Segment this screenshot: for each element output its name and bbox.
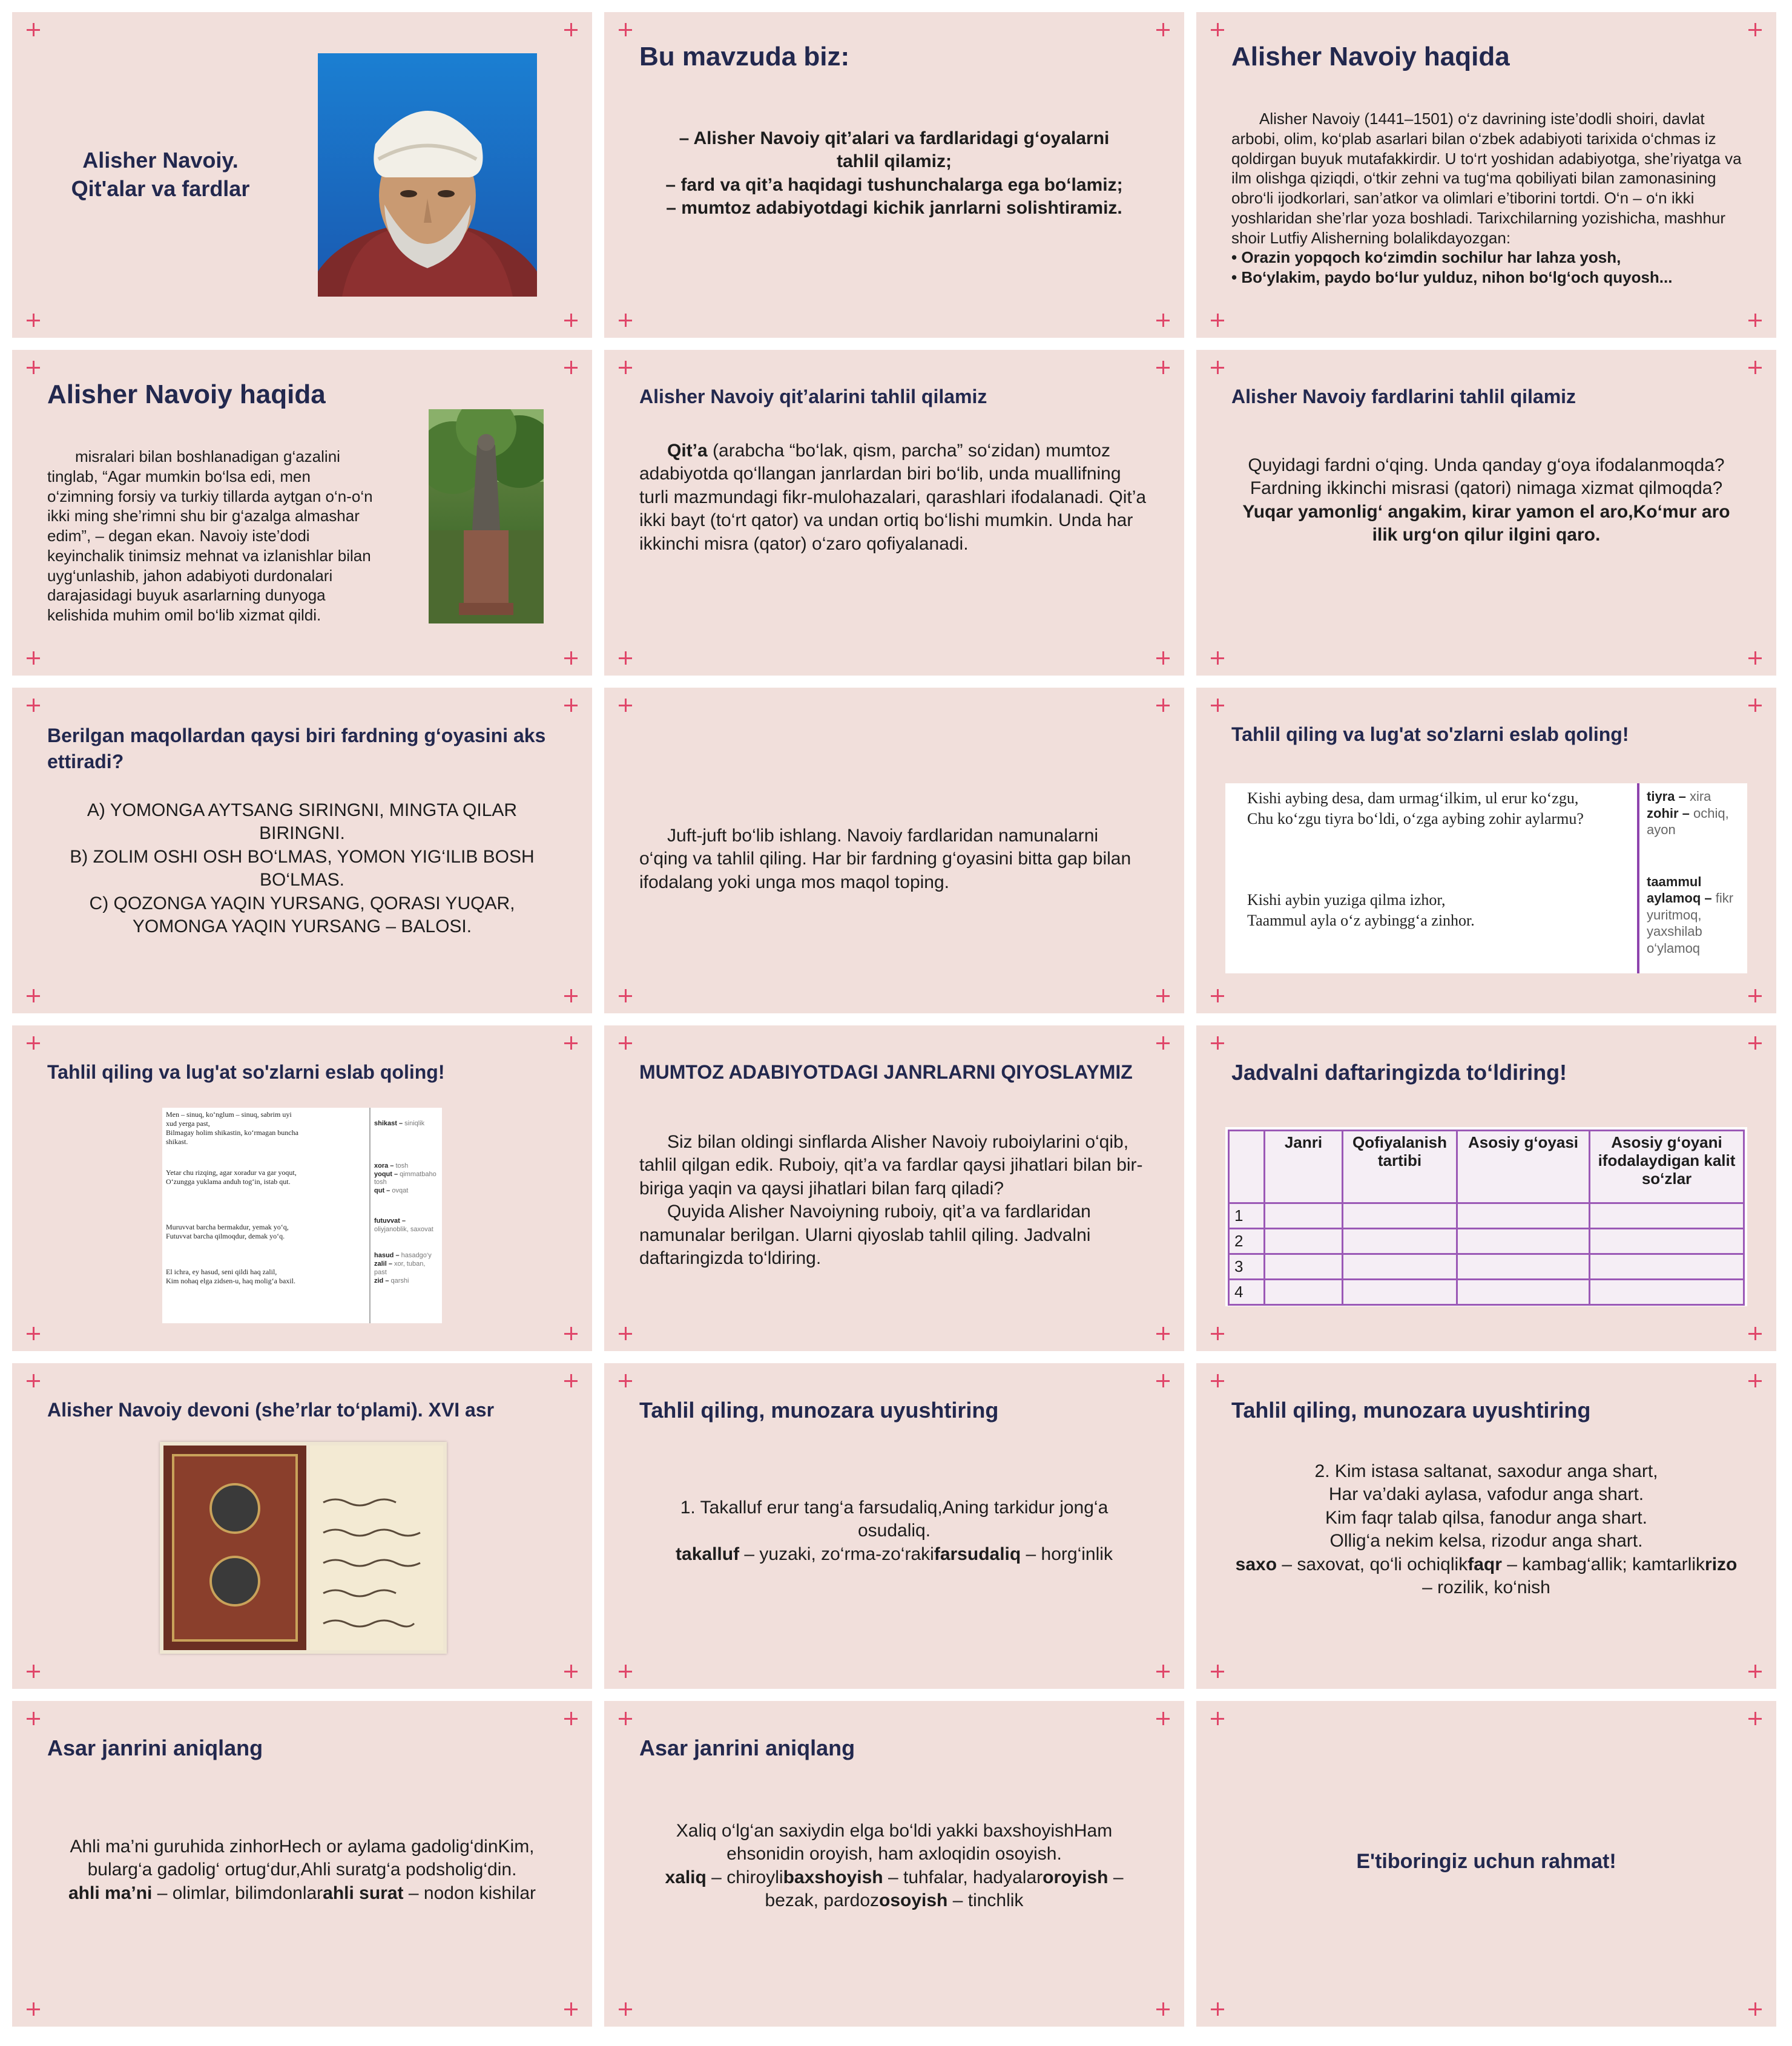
slide-14[interactable] — [604, 1363, 1184, 1689]
table-cell[interactable] — [1457, 1203, 1590, 1229]
slide-title: Alisher Navoiy haqida — [1231, 42, 1510, 71]
plus-icon — [619, 361, 632, 374]
table-cell[interactable] — [1590, 1254, 1744, 1280]
plus-icon — [1156, 1712, 1170, 1725]
table-header: Asosiy g‘oyasi — [1457, 1131, 1590, 1203]
plus-icon — [1156, 23, 1170, 36]
slide-title: Tahlil qiling va lug'at so'zlarni eslab qoling! — [1231, 723, 1629, 745]
portrait-image — [318, 53, 537, 297]
row-number: 3 — [1229, 1254, 1265, 1280]
plus-icon — [619, 1036, 632, 1050]
plus-icon — [1211, 989, 1224, 1002]
slide-2[interactable] — [604, 12, 1184, 338]
plus-icon — [619, 699, 632, 712]
glossary-entry: qut – ovqat — [374, 1187, 409, 1194]
table-cell[interactable] — [1265, 1203, 1343, 1229]
plus-icon — [1748, 1665, 1762, 1678]
comparison-table — [1228, 1130, 1745, 1306]
plus-icon — [564, 314, 578, 327]
plus-icon — [564, 1665, 578, 1678]
plus-icon — [619, 1374, 632, 1387]
table-header — [1229, 1131, 1265, 1203]
plus-icon — [1211, 314, 1224, 327]
slide-5[interactable] — [604, 350, 1184, 676]
plus-icon — [1156, 699, 1170, 712]
verse-block — [48, 1835, 556, 1905]
slide-title: Alisher Navoiy haqida — [47, 380, 326, 409]
plus-icon — [564, 1712, 578, 1725]
slide-title: Tahlil qiling, munozara uyushtiring — [1231, 1398, 1591, 1423]
plus-icon — [1211, 2002, 1224, 2016]
poem-card — [1225, 783, 1747, 973]
statue-illustration — [429, 409, 544, 623]
plus-icon — [27, 699, 40, 712]
paragraph: Quyida Alisher Navoiyning ruboiy, qit’a va fardlaridan namunalar berilgan. Ularni qiyoslab tahlil qiling. Jadvalni daftaringizda to‘ldiring. — [639, 1202, 1091, 1268]
poem-3: Muruvvat barcha bermakdur, yemak yo‘q, Futuvvat barcha qilmoqdur, demak yo‘q. — [166, 1223, 289, 1240]
plus-icon — [1211, 699, 1224, 712]
plus-icon — [1211, 1327, 1224, 1340]
table-cell[interactable] — [1343, 1203, 1457, 1229]
plus-icon — [27, 314, 40, 327]
row-number: 2 — [1229, 1229, 1265, 1254]
fard-question — [1233, 454, 1740, 547]
manuscript-image — [160, 1442, 447, 1654]
table-row — [1229, 1280, 1744, 1305]
biography-paragraph: Alisher Navoiy (1441–1501) o‘z davrining iste’dodli shoiri, davlat arbobi, olim, ko‘plab asarlari bilan o‘zbek adabiyoti tarixida o‘chmas iz qoldirgan buyuk mutafakkirdir. U to‘rt yoshidan adabiyotga, she’riyatga va ilm olishga qiziqdi, o‘tkir zehni va tug‘ma qobiliyati bilan zamonasining obro‘li ijodkorlari, san’atkor va olimlari e’tiborini tortdi. O‘n – o‘n ikki yoshlaridan she’rlar yoza boshladi. Tarixchilarning yozishicha, mashhur shoir Lutfiy Alisherning bolalikdayozgan: — [1231, 110, 1742, 247]
glossary-entry: hasud – hasadgo‘y — [374, 1252, 432, 1260]
plus-icon — [564, 699, 578, 712]
table-cell[interactable] — [1343, 1280, 1457, 1305]
plus-icon — [1748, 361, 1762, 374]
verse-text: Xaliq o‘lg‘an saxiydin elga bo‘ldi yakki baxshoyishHam ehsonidin oroyish, ham axloqidin osoyish. — [676, 1821, 1113, 1864]
table-cell[interactable] — [1265, 1229, 1343, 1254]
slide-12[interactable] — [1196, 1025, 1776, 1351]
plus-icon — [1156, 2002, 1170, 2016]
option-c[interactable]: C) QOZONGA YAQIN YURSANG, QORASI YUQAR, YOMONGA YAQIN YURSANG – BALOSI. — [89, 893, 515, 936]
glossary-entry: tiyra – xira — [1647, 789, 1711, 804]
plus-icon — [27, 651, 40, 665]
plus-icon — [1156, 989, 1170, 1002]
glossary-divider — [369, 1108, 371, 1323]
table-cell[interactable] — [1265, 1280, 1343, 1305]
table-cell[interactable] — [1343, 1229, 1457, 1254]
plus-icon — [564, 23, 578, 36]
plus-icon — [1748, 314, 1762, 327]
slide-10[interactable] — [12, 1025, 592, 1351]
plus-icon — [1211, 361, 1224, 374]
slide-9[interactable] — [1196, 688, 1776, 1013]
slide-title: Alisher Navoiy. Qit'alar va fardlar — [71, 148, 250, 201]
poem-card — [162, 1108, 442, 1323]
table-card — [1225, 1127, 1747, 1306]
plus-icon — [1748, 1327, 1762, 1340]
table-cell[interactable] — [1590, 1203, 1744, 1229]
fard-poem-1: Kishi aybing desa, dam urmag‘ilkim, ul erur ko‘zgu, Chu ko‘zgu tiyra bo‘ldi, o‘zga aybing zohir aylarmu? — [1247, 789, 1584, 827]
plus-icon — [564, 989, 578, 1002]
glossary-divider — [1637, 783, 1639, 973]
table-cell[interactable] — [1457, 1254, 1590, 1280]
slide-title: Asar janrini aniqlang — [47, 1735, 263, 1760]
table-row — [1229, 1229, 1744, 1254]
table-cell[interactable] — [1457, 1280, 1590, 1305]
slide-grid — [12, 12, 1776, 2027]
glossary-line: ahli ma’ni – olimlar, bilimdonlarahli surat – nodon kishilar — [68, 1883, 536, 1903]
question-text: Quyidagi fardni o‘qing. Unda qanday g‘oya ifodalanmoqda? Fardning ikkinchi misrasi (qatori) nimaga xizmat qilmoqda? — [1248, 455, 1725, 499]
glossary-entry: zalil – xor, tuban, past — [374, 1260, 426, 1276]
slide-title: Jadvalni daftaringizda to‘ldiring! — [1231, 1060, 1567, 1085]
glossary-entry: zid – qarshi — [374, 1277, 409, 1285]
plus-icon — [1156, 1036, 1170, 1050]
plus-icon — [564, 361, 578, 374]
slide-3[interactable] — [1196, 12, 1776, 338]
table-row — [1229, 1254, 1744, 1280]
slide-title: MUMTOZ ADABIYOTDAGI JANRLARNI QIYOSLAYMIZ — [639, 1061, 1133, 1083]
thank-you-text: E'tiboringiz uchun rahmat! — [1356, 1850, 1616, 1873]
biography-text: misralari bilan boshlanadigan g‘azalini tinglab, “Agar mumkin bo‘lsa edi, men o‘zimning forsiy va turkiy tillarda aytgan o‘n-o‘n ikki ming she’rimni shu bir g‘azalga almashar edim”, – degan ekan. Navoiy iste’dodi keyinchalik tinimsiz mehnat va izlanishlar bilan uyg‘unlashib, jahon adabiyoti durdonalari darajasidagi buyuk asarlarning dunyoga kelishida muhim omil bo‘lib xizmat qildi. — [47, 447, 373, 624]
plus-icon — [619, 1665, 632, 1678]
plus-icon — [564, 651, 578, 665]
plus-icon — [1156, 314, 1170, 327]
slide-title: Berilgan maqollardan qaysi biri fardning g‘oyasini aks ettiradi? — [47, 725, 546, 773]
plus-icon — [1156, 1327, 1170, 1340]
comparison-text — [639, 1131, 1148, 1270]
statue-image — [429, 409, 544, 623]
slide-1[interactable] — [12, 12, 592, 338]
glossary — [1647, 788, 1744, 956]
paragraph: Siz bilan oldingi sinflarda Alisher Navoiy ruboiylarini o‘qib, tahlil qilgan edik. Ruboiy, qit’a va fardlar qaysi jihatlari bilan bir-biriga yaqin va qaysi jihatlari bilan farq qiladi? — [639, 1132, 1143, 1199]
plus-icon — [1156, 1374, 1170, 1387]
plus-icon — [27, 1374, 40, 1387]
plus-icon — [1748, 23, 1762, 36]
poem-bullet: • Bo‘ylakim, paydo bo‘lur yulduz, nihon bo‘lg‘och quyosh... — [1231, 268, 1673, 286]
qita-definition — [639, 439, 1148, 556]
slide-title: Alisher Navoiy fardlarini tahlil qilamiz — [1231, 386, 1576, 407]
glossary-entry: yoqut – qimmatbaho tosh — [374, 1170, 436, 1186]
glossary-line: saxo – saxovat, qo‘li ochiqlikfaqr – kambag‘allik; kamtarlikrizo – rozilik, ko‘nish — [1235, 1554, 1738, 1597]
navoiy-portrait-illustration — [318, 53, 537, 297]
table-cell[interactable] — [1457, 1229, 1590, 1254]
plus-icon — [619, 314, 632, 327]
plus-icon — [619, 989, 632, 1002]
slide-title: Asar janrini aniqlang — [639, 1735, 855, 1760]
table-cell[interactable] — [1590, 1280, 1744, 1305]
plus-icon — [27, 1665, 40, 1678]
slide-title: Bu mavzuda biz: — [639, 42, 850, 71]
slide-17[interactable] — [604, 1701, 1184, 2027]
plus-icon — [564, 1327, 578, 1340]
slide-title: Tahlil qiling va lug'at so'zlarni eslab qoling! — [47, 1061, 445, 1083]
verse-block — [641, 1820, 1148, 1913]
plus-icon — [1748, 1036, 1762, 1050]
pair-work-instruction: Juft-juft bo‘lib ishlang. Navoiy fardlaridan namunalarni o‘qing va tahlil qiling. Har bir fardning g‘oyasini bitta gap bilan ifodalang yoki unga mos maqol toping. — [639, 826, 1132, 892]
table-header: Asosiy g‘oyani ifodalaydigan kalit so‘zlar — [1590, 1131, 1744, 1203]
slide-11[interactable] — [604, 1025, 1184, 1351]
row-number: 4 — [1229, 1280, 1265, 1305]
verse-block — [653, 1496, 1136, 1566]
poem-1: Men – sinuq, ko‘nglum – sinuq, sabrim uyi xud yerga past, Bilmagay holim shikastin, ko‘rmagan buncha shikast. — [166, 1110, 298, 1146]
slide-title: Alisher Navoiy devoni (she’rlar to‘plami). XVI asr — [47, 1399, 495, 1421]
plus-icon — [619, 651, 632, 665]
row-number: 1 — [1229, 1203, 1265, 1229]
plus-icon — [619, 1327, 632, 1340]
plus-icon — [619, 2002, 632, 2016]
plus-icon — [564, 1036, 578, 1050]
fard-verse: Yuqar yamonlig‘ angakim, kirar yamon el aro,Ko‘mur aro ilik urg‘on qilur ilgini qaro. — [1242, 501, 1730, 545]
plus-icon — [27, 1712, 40, 1725]
glossary-line: takalluf – yuzaki, zo‘rma-zo‘rakifarsudaliq – horg‘inlik — [676, 1544, 1113, 1564]
verse-line: 2. Kim istasa saltanat, saxodur anga shart, — [1314, 1461, 1658, 1481]
table-cell[interactable] — [1590, 1229, 1744, 1254]
poem-4: El ichra, ey hasud, seni qildi haq zalil, Kim nohaq elga zidsen-u, haq molig‘a baxil. — [166, 1268, 295, 1285]
verse-block — [1233, 1460, 1740, 1599]
plus-icon — [1211, 1665, 1224, 1678]
plus-icon — [27, 361, 40, 374]
option-b[interactable]: B) ZOLIM OSHI OSH BO‘LMAS, YOMON YIG‘ILIB BOSH BO‘LMAS. — [70, 846, 535, 890]
plus-icon — [27, 23, 40, 36]
slide-7[interactable] — [12, 688, 592, 1013]
glossary-entry: taammul aylamoq – fikr yuritmoq, yaxshilab o‘ylamoq — [1647, 873, 1734, 956]
table-header: Janri — [1265, 1131, 1343, 1203]
plus-icon — [1748, 1374, 1762, 1387]
manuscript-illustration — [160, 1442, 447, 1654]
definition-text: (arabcha “bo‘lak, qism, parcha” so‘zidan) mumtoz adabiyotda qo‘llangan janrlardan biri bo‘lib, unda muallifning turli mazmundagi fikr-mulohazalari, qarashlari ifodalanadi. Qit’a ikki bayt (to‘rt qator) va undan ortiq bo‘lishi mumkin. Unda har ikkinchi misra (qator) o‘zaro qofiyalanadi. — [639, 441, 1147, 554]
verse-text: Ahli ma’ni guruhida zinhorHech or aylama gadolig‘dinKim, bularg‘a gadolig‘ ortug‘dur,Ahli suratg‘a podsholig‘din. — [70, 1837, 535, 1880]
plus-icon — [1211, 1712, 1224, 1725]
plus-icon — [1748, 651, 1762, 665]
table-row — [1229, 1203, 1744, 1229]
objective-item: – fard va qit’a haqidagi tushunchalarga ega bo‘lamiz; — [665, 174, 1123, 195]
glossary-entry: shikast – siniqlik — [374, 1120, 425, 1127]
plus-icon — [27, 989, 40, 1002]
slide-4[interactable] — [12, 350, 592, 676]
slide-13[interactable] — [12, 1363, 592, 1689]
objective-item: – mumtoz adabiyotdagi kichik janrlarni solishtiramiz. — [666, 198, 1122, 219]
option-a[interactable]: A) YOMONGA AYTSANG SIRINGNI, MINGTA QILAR BIRINGNI. — [87, 800, 518, 844]
slide-8[interactable] — [604, 688, 1184, 1013]
slide-18[interactable] — [1196, 1701, 1776, 2027]
glossary-entry: zohir – ochiq, ayon — [1647, 805, 1729, 837]
objective-item: – Alisher Navoiy qit’alari va fardlaridagi g‘oyalarni tahlil qilamiz; — [679, 128, 1110, 172]
glossary-entry: xora – tosh — [374, 1162, 409, 1169]
plus-icon — [564, 2002, 578, 2016]
slide-15[interactable] — [1196, 1363, 1776, 1689]
plus-icon — [1211, 651, 1224, 665]
plus-icon — [1156, 1665, 1170, 1678]
plus-icon — [1211, 23, 1224, 36]
plus-icon — [1156, 361, 1170, 374]
term-qita: Qit’a — [667, 441, 708, 461]
poem-bullet: • Orazin yopqoch ko‘zimdin sochilur har lahza yosh, — [1231, 248, 1621, 267]
plus-icon — [1156, 651, 1170, 665]
table-header: Qofiyalanish tartibi — [1343, 1131, 1457, 1203]
plus-icon — [619, 23, 632, 36]
answer-options — [67, 799, 538, 938]
slide-title: Tahlil qiling, munozara uyushtiring — [639, 1398, 999, 1423]
plus-icon — [564, 1374, 578, 1387]
plus-icon — [619, 1712, 632, 1725]
glossary-entry: futuvvat – oliyjanoblik, saxovat — [374, 1217, 433, 1233]
glossary-line: xaliq – chiroylibaxshoyish – tuhfalar, hadyalaroroyish – bezak, pardozosoyish – tinchlik — [665, 1867, 1124, 1911]
verse-text: 1. Takalluf erur tang‘a farsudaliq,Aning tarkidur jong‘a osudaliq. — [680, 1498, 1108, 1541]
glossary — [374, 1120, 440, 1285]
verse-line: Har va’daki aylasa, vafodur anga shart. — [1328, 1484, 1644, 1505]
plus-icon — [1748, 989, 1762, 1002]
slide-title: Alisher Navoiy qit’alarini tahlil qilamiz — [639, 386, 987, 407]
plus-icon — [1211, 1036, 1224, 1050]
slide-6[interactable] — [1196, 350, 1776, 676]
plus-icon — [27, 1327, 40, 1340]
poem-2: Yetar chu rizqing, agar xoradur va gar yoqut, O‘zungga yuklama anduh tog‘in, istab qut. — [166, 1168, 297, 1186]
fard-poem-2: Kishi aybin yuziga qilma izhor, Taammul ayla o‘z aybingg‘a zinhor. — [1247, 891, 1475, 929]
biography-text — [1231, 109, 1746, 288]
plus-icon — [1211, 1374, 1224, 1387]
plus-icon — [1748, 2002, 1762, 2016]
plus-icon — [1748, 1712, 1762, 1725]
plus-icon — [27, 1036, 40, 1050]
table-cell[interactable] — [1343, 1254, 1457, 1280]
plus-icon — [1748, 699, 1762, 712]
slide-16[interactable] — [12, 1701, 592, 2027]
verse-line: Kim faqr talab qilsa, fanodur anga shart. — [1325, 1507, 1647, 1528]
plus-icon — [27, 2002, 40, 2016]
verse-line: Ollig‘a nekim kelsa, rizodur anga shart. — [1329, 1531, 1643, 1551]
objectives-list — [659, 127, 1130, 220]
table-cell[interactable] — [1265, 1254, 1343, 1280]
